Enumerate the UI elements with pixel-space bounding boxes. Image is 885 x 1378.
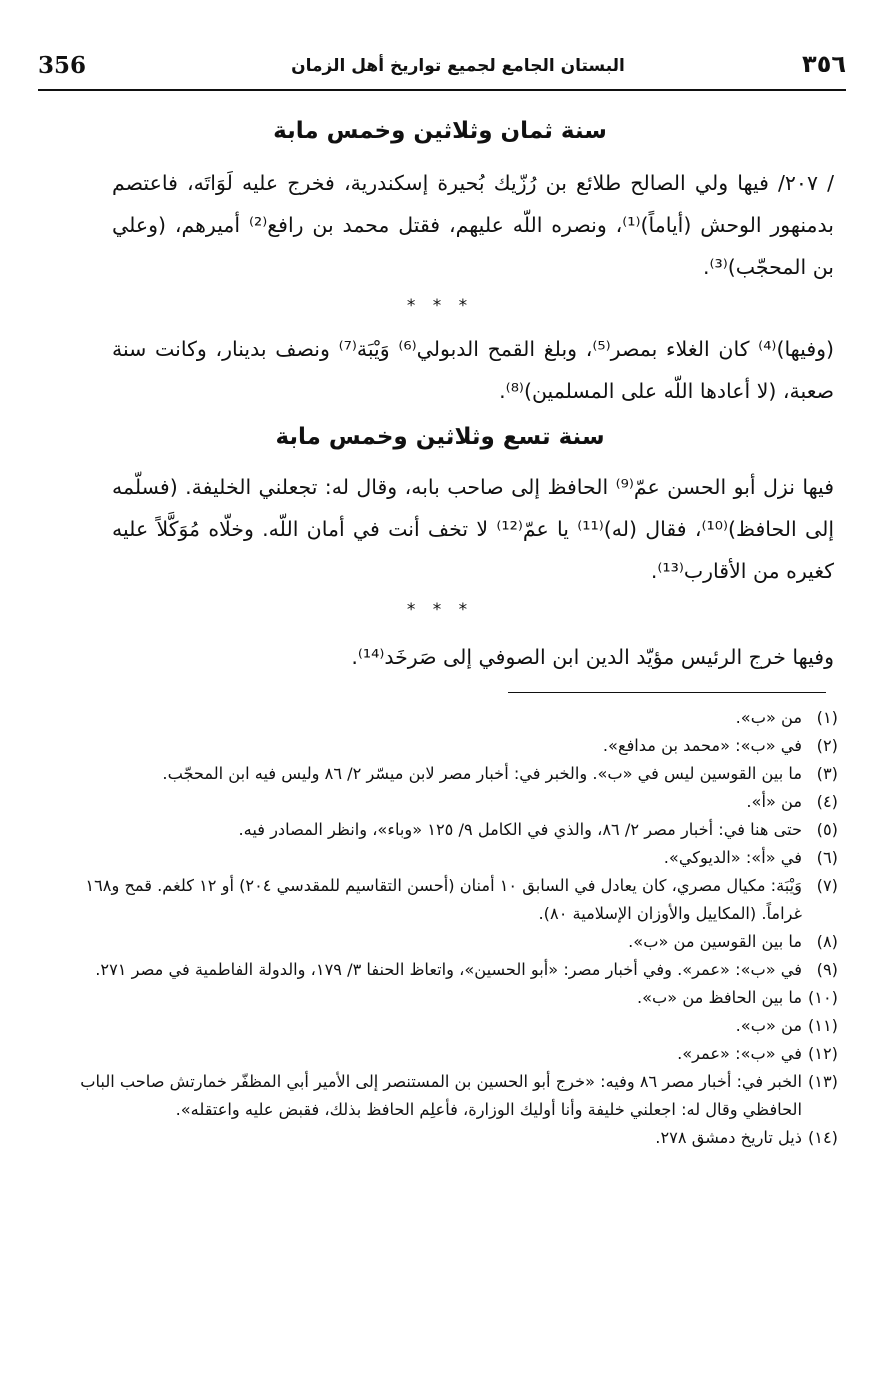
footnote-number: (٤) [816, 792, 838, 811]
footnote-text: من «أ». [746, 792, 802, 811]
footnote-text: ما بين القوسين من «ب». [628, 932, 802, 951]
page-number-latin: 356 [38, 52, 87, 79]
running-title: البستان الجامع لجميع تواريخ أهل الزمان [291, 56, 625, 76]
footnote [46, 956, 838, 984]
footnote [46, 1124, 838, 1152]
footnote-number: (١٠) [807, 988, 838, 1007]
footnote-text: من «ب». [735, 1016, 802, 1035]
footnote-text: الخبر في: أخبار مصر ٨٦ وفيه: «خرج أبو الحسين بن المستنصر إلى الأمير أبي المظفّر خمارتش صاحب الباب الحافظي وقال له: اجعلني خليفة وأنا أوليك الوزارة، فأعلِم الحافظ بذلك، فقبض عليه واعتقله». [80, 1072, 802, 1119]
footnote [46, 872, 838, 928]
footnote [46, 1068, 838, 1124]
footnote [46, 816, 838, 844]
section-heading: سنة تسع وثلاثين وخمس مابة [275, 424, 605, 450]
section-heading: سنة ثمان وثلاثين وخمس مابة [273, 118, 607, 144]
footnote [46, 1012, 838, 1040]
paragraph: فيها نزل أبو الحسن عمّ⁽⁹⁾ الحافظ إلى صاحب بابه، وقال له: تجعلني الخليفة. (فسلّمه إلى الحافظ)⁽¹⁰⁾، فقال (له)⁽¹¹⁾ يا عمّ⁽¹²⁾ لا تخف أنت في أمان اللّه. وخلّاه مُوَكَّلاً عليه كغيره من الأقارب⁽¹³⁾. [112, 475, 835, 583]
footnote-number: (١٣) [807, 1072, 838, 1091]
section-separator: * * * [406, 296, 474, 316]
footnote-text: وَيْبَة: مكيال مصري، كان يعادل في السابق ١٠ أمنان (أحسن التقاسيم للمقدسي ٢٠٤) أو ١٢ كلغم. قمح و١٦٨ غراماً. (المكاييل والأوزان الإسلامية ٨٠). [85, 876, 802, 923]
footnote-text: حتى هنا في: أخبار مصر ٢/ ٨٦، والذي في الكامل ٩/ ١٢٥ «وباء»، وانظر المصادر فيه. [238, 820, 802, 839]
footnote-number: (١٤) [807, 1128, 838, 1147]
paragraph: وفيها خرج الرئيس مؤيّد الدين ابن الصوفي إلى صَرخَد⁽¹⁴⁾. [351, 645, 834, 669]
section-separator: * * * [406, 600, 474, 620]
footnote-text: في «ب»: «عمر». [677, 1044, 802, 1063]
footnote-rule [508, 692, 826, 693]
footnote [46, 844, 838, 872]
footnote [46, 732, 838, 760]
footnote-number: (٥) [816, 820, 838, 839]
page-number-arabic: ٣٥٦ [802, 50, 846, 78]
footnotes [46, 704, 838, 1152]
footnote-number: (١٢) [807, 1044, 838, 1063]
footnote-text: ما بين الحافظ من «ب». [637, 988, 802, 1007]
page-header [38, 50, 846, 88]
header-rule [38, 89, 846, 91]
footnote-text: ما بين القوسين ليس في «ب». والخبر في: أخبار مصر لابن ميسّر ٢/ ٨٦ وليس فيه ابن المحجّب. [162, 764, 802, 783]
footnote [46, 704, 838, 732]
footnote-number: (٢) [816, 736, 838, 755]
footnote-text: في «ب»: «عمر». وفي أخبار مصر: «أبو الحسين»، واتعاظ الحنفا ٣/ ١٧٩، والدولة الفاطمية في مصر ٢٧١. [95, 960, 802, 979]
footnote-number: (٧) [816, 876, 838, 895]
footnote-number: (٦) [816, 848, 838, 867]
footnote [46, 928, 838, 956]
footnote [46, 760, 838, 788]
paragraph: / ٢٠٧/ فيها ولي الصالح طلائع بن رُزّيك بُحيرة إسكندرية، فخرج عليه لَوَاتَه، فاعتصم بدمنهور الوحش (أياماً)⁽¹⁾، ونصره اللّه عليهم، فقتل محمد بن رافع⁽²⁾ أميرهم، (وعلي بن المحجّب)⁽³⁾. [112, 171, 834, 279]
paragraph: (وفيها)⁽⁴⁾ كان الغلاء بمصر⁽⁵⁾، وبلغ القمح الدبولي⁽⁶⁾ وَيْبَة⁽⁷⁾ ونصف بدينار، وكانت سنة صعبة، (لا أعادها اللّه على المسلمين)⁽⁸⁾. [112, 337, 835, 403]
footnote-number: (٩) [816, 960, 838, 979]
footnote-number: (٣) [816, 764, 838, 783]
footnote-text: في «ب»: «محمد بن مدافع». [602, 736, 802, 755]
footnote [46, 984, 838, 1012]
footnote-number: (١) [816, 708, 838, 727]
footnote-text: من «ب». [735, 708, 802, 727]
footnote-number: (٨) [816, 932, 838, 951]
footnote [46, 788, 838, 816]
footnote [46, 1040, 838, 1068]
footnote-text: في «أ»: «الديوكي». [663, 848, 802, 867]
footnote-number: (١١) [807, 1016, 838, 1035]
footnote-text: ذيل تاريخ دمشق ٢٧٨. [655, 1128, 802, 1147]
